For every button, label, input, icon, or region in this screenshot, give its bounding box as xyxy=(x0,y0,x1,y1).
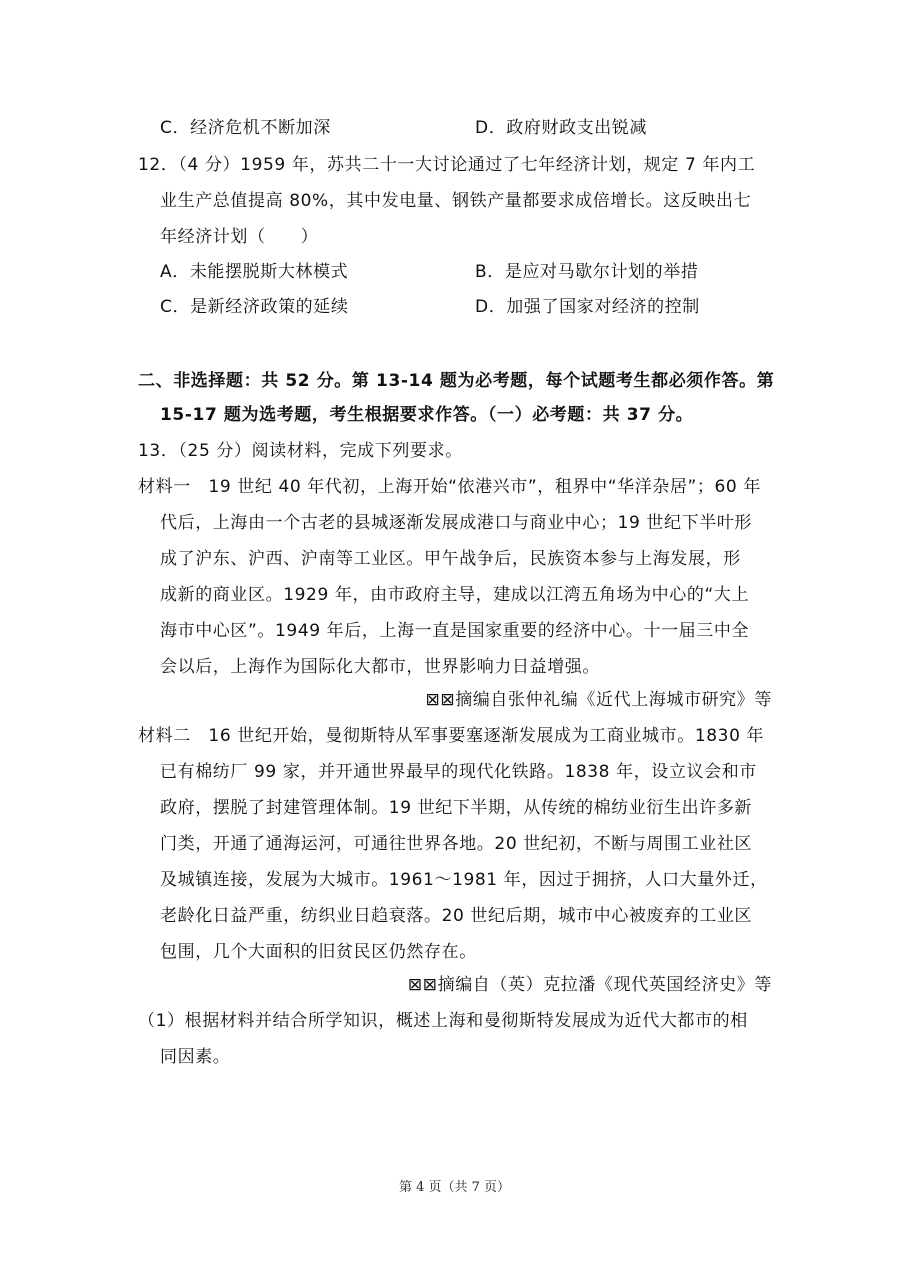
material1-line: 成了沪东、沪西、沪南等工业区。甲午战争后，民族资本参与上海发展，形 xyxy=(160,549,741,569)
section-heading: 15-17 题为选考题，考生根据要求作答。（一）必考题：共 37 分。 xyxy=(160,405,694,425)
material1-line: 代后，上海由一个古老的县城逐渐发展成港口与商业中心；19 世纪下半叶形 xyxy=(160,513,753,533)
material1-line: 材料一 19 世纪 40 年代初，上海开始“依港兴市”，租界中“华洋杂居”；60 年 xyxy=(138,477,761,497)
material2-line: 政府，摆脱了封建管理体制。19 世纪下半期，从传统的棉纺业衍生出许多新 xyxy=(160,798,753,818)
q12-option-d: D．加强了国家对经济的控制 xyxy=(475,297,700,317)
material2-line: 材料二 16 世纪开始，曼彻斯特从军事要塞逐渐发展成为工商业城市。1830 年 xyxy=(138,726,765,746)
material1-line: 会以后，上海作为国际化大都市，世界影响力日益增强。 xyxy=(160,657,600,677)
material2-line: 老龄化日益严重，纺织业日趋衰落。20 世纪后期，城市中心被废弃的工业区 xyxy=(160,906,753,926)
material1-line: 海市中心区”。1949 年后，上海一直是国家重要的经济中心。十一届三中全 xyxy=(160,621,750,641)
q12-stem-line: 业生产总值提高 80%，其中发电量、钢铁产量都要求成倍增长。这反映出七 xyxy=(160,191,752,211)
page-footer: 第 4 页（共 7 页） xyxy=(398,1180,511,1195)
material1-line: 成新的商业区。1929 年，由市政府主导，建成以江湾五角场为中心的“大上 xyxy=(160,585,750,605)
material2-source: ⊠⊠摘编自（英）克拉潘《现代英国经济史》等 xyxy=(407,975,772,995)
q12-stem-line: 12．（4 分）1959 年，苏共二十一大讨论通过了七年经济计划，规定 7 年内工 xyxy=(138,155,756,175)
material1-source: ⊠⊠摘编自张仲礼编《近代上海城市研究》等 xyxy=(425,690,772,710)
q11-option-d: D．政府财政支出锐减 xyxy=(475,118,648,138)
q13-sub1-line: （1）根据材料并结合所学知识，概述上海和曼彻斯特发展成为近代大都市的相 xyxy=(138,1011,748,1031)
material2-line: 包围，几个大面积的旧贫民区仍然存在。 xyxy=(160,942,477,962)
q13-stem: 13．（25 分）阅读材料，完成下列要求。 xyxy=(138,441,463,461)
material2-line: 已有棉纺厂 99 家，并开通世界最早的现代化铁路。1838 年，设立议会和市 xyxy=(160,762,757,782)
q11-option-c: C．经济危机不断加深 xyxy=(160,118,331,138)
q12-option-c: C．是新经济政策的延续 xyxy=(160,297,349,317)
q12-stem-line: 年经济计划（ ） xyxy=(160,227,319,247)
q12-option-b: B．是应对马歇尔计划的举措 xyxy=(475,262,699,282)
material2-line: 门类，开通了通海运河，可通往世界各地。20 世纪初，不断与周围工业社区 xyxy=(160,834,753,854)
section-heading: 二、非选择题：共 52 分。第 13-14 题为必考题，每个试题考生都必须作答。第 xyxy=(138,371,775,391)
material2-line: 及城镇连接，发展为大城市。1961～1981 年，因过于拥挤，人口大量外迁， xyxy=(160,870,768,890)
q12-option-a: A．未能摆脱斯大林模式 xyxy=(160,262,349,282)
q13-sub1-line: 同因素。 xyxy=(160,1047,231,1067)
